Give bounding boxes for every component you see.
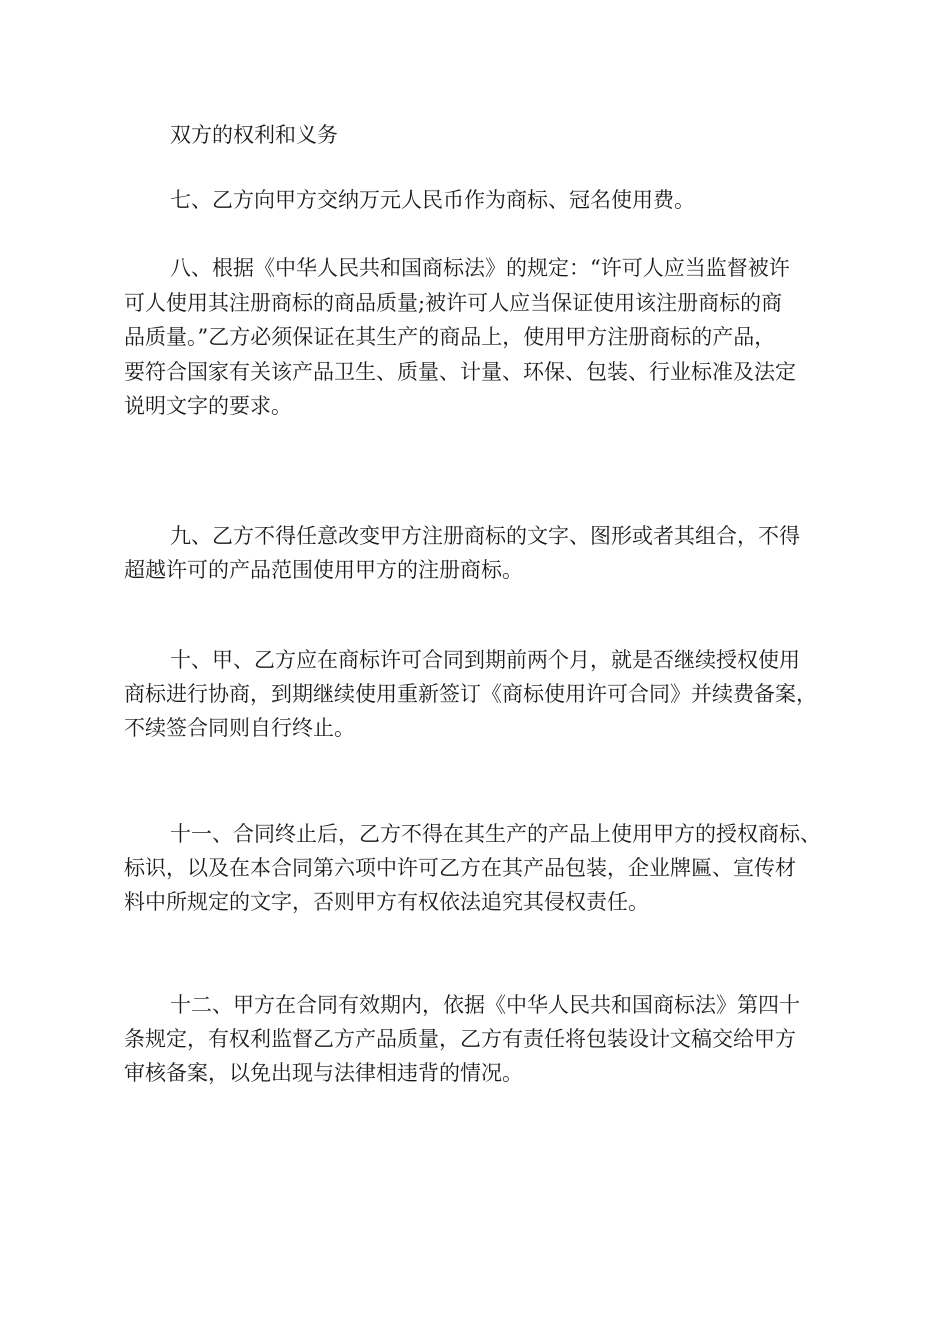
- clause-line: 十一、合同终止后，乙方不得在其生产的产品上使用甲方的授权商标、: [170, 822, 821, 846]
- clause-line: 要符合国家有关该产品卫生、质量、计量、环保、包装、行业标准及法定: [124, 359, 796, 384]
- clause-8: [124, 251, 844, 424]
- clause-line: 十二、甲方在合同有效期内，依据《中华人民共和国商标法》第四十: [170, 993, 800, 1017]
- clause-11: [124, 817, 844, 919]
- clause-line: 料中所规定的文字，否则甲方有权依法追究其侵权责任。: [124, 890, 649, 914]
- clause-line: 商标进行协商，到期继续使用重新签订《商标使用许可合同》并续费备案，: [124, 682, 817, 706]
- clause-line: 条规定，有权利监督乙方产品质量，乙方有责任将包装设计文稿交给甲方: [124, 1027, 796, 1051]
- clause-9: [124, 519, 844, 587]
- clause-line: 可人使用其注册商标的商品质量;被许可人应当保证使用该注册商标的商: [124, 290, 783, 315]
- clause-line: 品质量。”乙方必须保证在其生产的商品上，使用甲方注册商标的产品，: [124, 325, 776, 350]
- clause-line: 说明文字的要求。: [124, 394, 292, 419]
- clause-line: 八、根据《中华人民共和国商标法》的规定：“许可人应当监督被许: [170, 256, 790, 280]
- clause-10: [124, 643, 844, 745]
- heading-line: 双方的权利和义务: [170, 123, 338, 147]
- clause-line: 审核备案，以免出现与法律相违背的情况。: [124, 1061, 523, 1085]
- clause-line: 标识，以及在本合同第六项中许可乙方在其产品包装，企业牌匾、宣传材: [124, 856, 796, 880]
- clause-12: [124, 988, 844, 1090]
- clause-line: 超越许可的产品范围使用甲方的注册商标。: [124, 558, 523, 582]
- clause-line: 七、乙方向甲方交纳万元人民币作为商标、冠名使用费。: [170, 188, 695, 212]
- clause-line: 十、甲、乙方应在商标许可合同到期前两个月，就是否继续授权使用: [170, 648, 800, 672]
- clause-7: [124, 183, 844, 217]
- clause-line: 不续签合同则自行终止。: [124, 716, 355, 740]
- clause-line: 九、乙方不得任意改变甲方注册商标的文字、图形或者其组合，不得: [170, 524, 800, 548]
- section-heading: [124, 118, 844, 152]
